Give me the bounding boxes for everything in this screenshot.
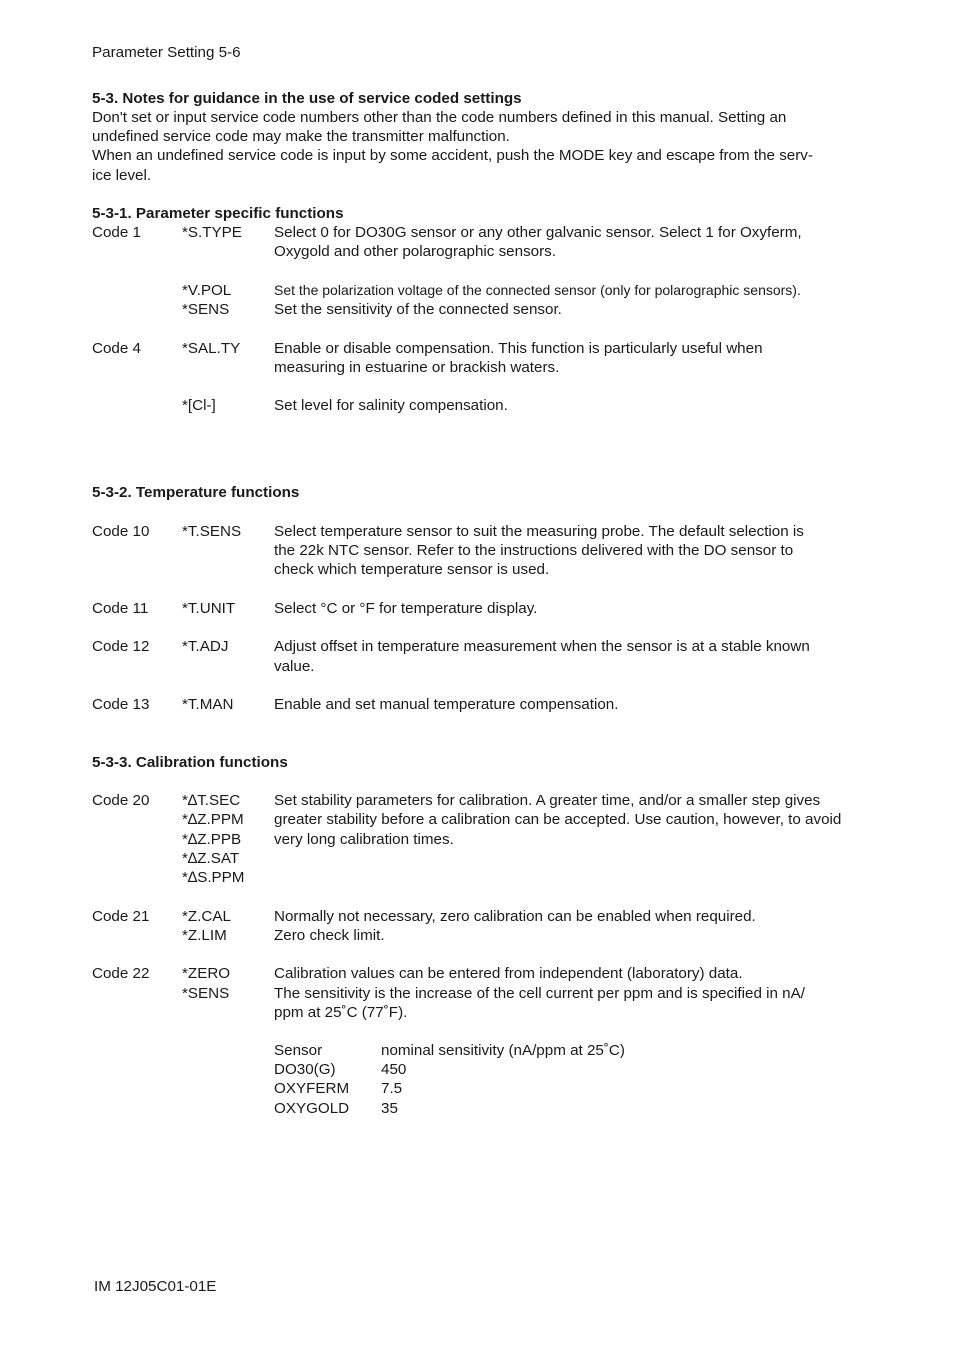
section-heading-temperature: 5-3-2. Temperature functions <box>92 484 300 501</box>
section-heading-notes: 5-3. Notes for guidance in the use of service coded settings <box>92 90 522 107</box>
code-label: Code 1 <box>92 224 141 241</box>
table-cell-sensor: DO30(G) <box>274 1061 336 1078</box>
param-name: *T.MAN <box>182 696 234 713</box>
param-name: *Z.CAL <box>182 908 231 925</box>
section-heading-calibration: 5-3-3. Calibration functions <box>92 754 288 771</box>
param-name: *SAL.TY <box>182 340 241 357</box>
param-desc-line: measuring in estuarine or brackish waters. <box>274 359 560 376</box>
param-desc-line: Set level for salinity compensation. <box>274 397 508 414</box>
table-cell-value: 35 <box>381 1100 398 1117</box>
param-desc-line: very long calibration times. <box>274 831 454 848</box>
code-label: Code 10 <box>92 523 150 540</box>
code-label: Code 20 <box>92 792 150 809</box>
intro-text-line: undefined service code may make the transmitter malfunction. <box>92 128 510 145</box>
param-name: *SENS <box>182 985 230 1002</box>
param-desc-line: check which temperature sensor is used. <box>274 561 550 578</box>
param-desc-line: Select temperature sensor to suit the measuring probe. The default selection is <box>274 523 804 540</box>
page-footer: IM 12J05C01-01E <box>94 1278 217 1295</box>
param-name: *T.UNIT <box>182 600 236 617</box>
param-desc-line: Adjust offset in temperature measurement when the sensor is at a stable known <box>274 638 810 655</box>
param-desc-line: the 22k NTC sensor. Refer to the instructions delivered with the DO sensor to <box>274 542 794 559</box>
code-label: Code 21 <box>92 908 150 925</box>
param-desc-line: Normally not necessary, zero calibration can be enabled when required. <box>274 908 756 925</box>
param-desc-line: value. <box>274 658 315 675</box>
param-name: *∆T.SEC <box>182 792 241 809</box>
code-label: Code 11 <box>92 600 149 617</box>
table-header-sensor: Sensor <box>274 1042 323 1059</box>
param-name: *∆S.PPM <box>182 869 245 886</box>
param-desc-line: Enable and set manual temperature compensation. <box>274 696 619 713</box>
param-desc-line: ppm at 25˚C (77˚F). <box>274 1004 408 1021</box>
param-name: *[Cl-] <box>182 397 216 414</box>
section-heading-parameter: 5-3-1. Parameter specific functions <box>92 205 344 222</box>
param-desc-line: The sensitivity is the increase of the cell current per ppm and is specified in nA/ <box>274 985 805 1002</box>
param-desc-line: Set stability parameters for calibration. A greater time, and/or a smaller step gives <box>274 792 821 809</box>
param-name: *SENS <box>182 301 230 318</box>
code-label: Code 4 <box>92 340 141 357</box>
param-name: *T.SENS <box>182 523 242 540</box>
intro-text-line: ice level. <box>92 167 152 184</box>
code-label: Code 12 <box>92 638 150 655</box>
table-cell-sensor: OXYGOLD <box>274 1100 350 1117</box>
param-name: *S.TYPE <box>182 224 242 241</box>
param-desc-line: Select °C or °F for temperature display. <box>274 600 538 617</box>
intro-text-line: When an undefined service code is input by some accident, push the MODE key and escape from the serv- <box>92 147 813 164</box>
table-cell-value: 450 <box>381 1061 407 1078</box>
param-desc-line: Zero check limit. <box>274 927 385 944</box>
param-name: *V.POL <box>182 282 232 299</box>
param-desc-line: Set the sensitivity of the connected sensor. <box>274 301 562 318</box>
param-desc-line: Oxygold and other polarographic sensors. <box>274 243 556 260</box>
code-label: Code 22 <box>92 965 150 982</box>
param-name: *T.ADJ <box>182 638 229 655</box>
param-name: *Z.LIM <box>182 927 227 944</box>
intro-text-line: Don't set or input service code numbers other than the code numbers defined in this manual. Setting an <box>92 109 787 126</box>
param-name: *∆Z.PPM <box>182 811 244 828</box>
param-desc-line: greater stability before a calibration can be accepted. Use caution, however, to avoid <box>274 811 842 828</box>
code-label: Code 13 <box>92 696 150 713</box>
table-cell-sensor: OXYFERM <box>274 1080 350 1097</box>
param-name: *∆Z.PPB <box>182 831 242 848</box>
table-header-sensitivity: nominal sensitivity (nA/ppm at 25˚C) <box>381 1042 625 1059</box>
param-desc-line: Select 0 for DO30G sensor or any other galvanic sensor. Select 1 for Oxyferm, <box>274 224 802 241</box>
param-name: *∆Z.SAT <box>182 850 240 867</box>
param-name: *ZERO <box>182 965 231 982</box>
page-header: Parameter Setting 5-6 <box>92 44 241 61</box>
param-desc-line: Calibration values can be entered from independent (laboratory) data. <box>274 965 743 982</box>
param-desc-line: Set the polarization voltage of the connected sensor (only for polarographic sensors). <box>274 282 801 298</box>
param-desc-line: Enable or disable compensation. This function is particularly useful when <box>274 340 763 357</box>
table-cell-value: 7.5 <box>381 1080 403 1097</box>
